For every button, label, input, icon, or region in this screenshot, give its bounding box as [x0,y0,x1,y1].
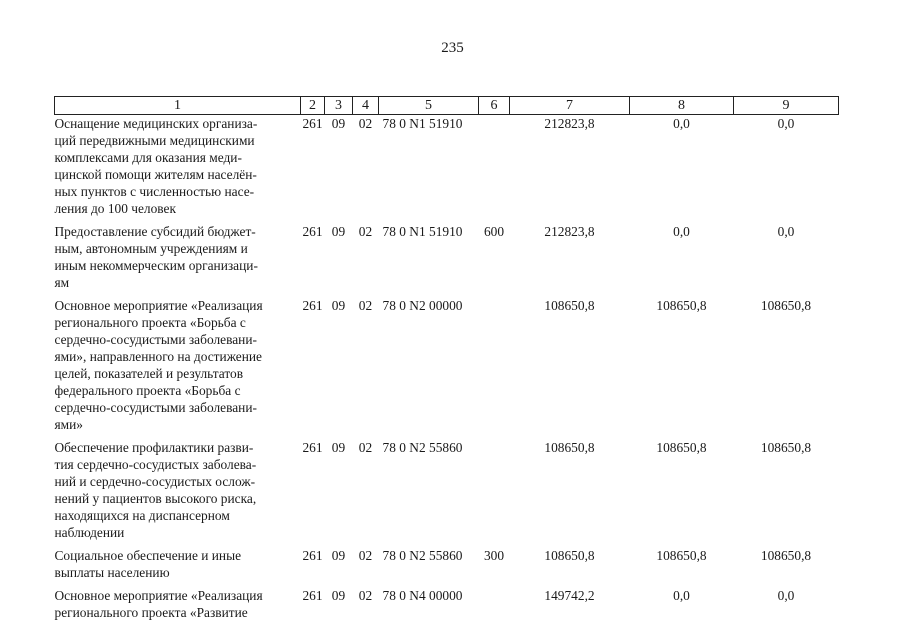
description-line: ным, автономным учреждениям и [54,241,248,256]
col-section: 09 [331,588,346,603]
description-line: Оснащение медицинских организа- [54,116,258,131]
description-line: целей, показателей и результатов [54,366,244,381]
table-row [55,547,839,587]
description-line: ям [54,275,70,290]
col-section: 09 [331,224,346,239]
description-line: комплексами для оказания меди- [54,150,242,165]
col-amount-3: 0,0 [777,116,795,131]
col-section: 09 [331,298,346,313]
col-amount-1: 108650,8 [544,548,595,563]
col-subsection: 02 [358,116,373,131]
header-col-5: 5 [379,97,479,115]
table-row [55,223,839,297]
col-amount-3: 108650,8 [760,440,812,455]
description-line: сердечно-сосудистыми заболевани- [54,332,257,347]
description-line: Обеспечение профилактики разви- [54,440,254,455]
page-number: 235 [441,40,464,56]
col-admin-code: 261 [302,224,323,239]
col-admin-code: 261 [302,588,323,603]
col-section: 09 [331,440,346,455]
col-amount-1: 212823,8 [544,116,595,131]
description-line: регионального проекта «Борьба с [54,315,246,330]
description-line: Основное мероприятие «Реализация [54,298,263,313]
description-line: находящихся на диспансерном [54,508,230,523]
col-expense-type [479,439,510,547]
description-line: федерального проекта «Борьба с [54,383,241,398]
col-subsection: 02 [358,588,373,603]
col-amount-1: 108650,8 [544,298,595,313]
col-section: 09 [331,116,346,131]
description-line: ями», направленного на достижение [54,349,262,364]
description-line: тия сердечно-сосудистых заболева- [54,457,257,472]
col-amount-1: 212823,8 [544,224,595,239]
col-amount-1: 108650,8 [544,440,595,455]
col-expense-type: 300 [483,548,505,563]
description-line: ями» [54,417,83,432]
description-line: ций передвижными медицинскими [54,133,255,148]
row-description [55,223,301,297]
col-target-article: 78 0 N2 00000 [382,298,463,313]
description-line: Предоставление субсидий бюджет- [54,224,256,239]
description-line: ления до 100 человек [54,201,177,216]
col-target-article: 78 0 N2 55860 [382,440,463,455]
header-col-3: 3 [325,97,353,115]
col-amount-2: 0,0 [673,224,690,239]
description-line: нений у пациентов высокого риска, [54,491,257,506]
row-description [55,115,301,224]
header-col-4: 4 [353,97,379,115]
description-line: иным некоммерческим организаци- [54,258,258,273]
row-description [55,297,301,439]
col-admin-code: 261 [302,116,323,131]
budget-table-container [54,96,838,627]
col-target-article: 78 0 N4 00000 [382,588,463,603]
row-description [55,587,301,627]
col-amount-3: 0,0 [777,224,795,239]
col-amount-2: 108650,8 [656,298,707,313]
description-line: ных пунктов с численностью насе- [54,184,255,199]
header-col-6: 6 [479,97,510,115]
row-description [55,547,301,587]
col-admin-code: 261 [302,298,323,313]
col-amount-2: 108650,8 [656,548,707,563]
col-subsection: 02 [358,224,373,239]
description-line: Основное мероприятие «Реализация [54,588,263,603]
description-line: цинской помощи жителям населён- [54,167,257,182]
header-col-1: 1 [55,97,301,115]
col-subsection: 02 [358,548,373,563]
header-col-9: 9 [734,97,839,115]
col-amount-2: 0,0 [673,116,690,131]
col-admin-code: 261 [302,440,323,455]
description-line: регионального проекта «Развитие [54,605,248,620]
table-row [55,587,839,627]
col-amount-3: 0,0 [777,588,795,603]
col-section: 09 [331,548,346,563]
row-description [55,439,301,547]
col-amount-3: 108650,8 [760,548,812,563]
col-amount-3: 108650,8 [760,298,812,313]
col-subsection: 02 [358,440,373,455]
table-body [55,115,839,628]
col-expense-type [479,587,510,627]
description-line: ний и сердечно-сосудистых ослож- [54,474,256,489]
col-subsection: 02 [358,298,373,313]
description-line: Социальное обеспечение и иные [54,548,242,563]
col-expense-type: 600 [483,224,505,239]
col-expense-type [479,297,510,439]
col-amount-2: 0,0 [673,588,690,603]
table-row [55,115,839,224]
col-admin-code: 261 [302,548,323,563]
table-row [55,439,839,547]
budget-table [54,96,839,627]
description-line: сердечно-сосудистыми заболевани- [54,400,257,415]
col-expense-type [479,115,510,224]
col-amount-2: 108650,8 [656,440,707,455]
col-target-article: 78 0 N2 55860 [382,548,463,563]
header-col-2: 2 [301,97,325,115]
col-target-article: 78 0 N1 51910 [382,116,463,131]
description-line: выплаты населению [54,565,170,580]
header-row [55,97,839,115]
col-target-article: 78 0 N1 51910 [382,224,463,239]
col-amount-1: 149742,2 [544,588,595,603]
header-col-8: 8 [630,97,734,115]
table-row [55,297,839,439]
header-col-7: 7 [510,97,630,115]
description-line: наблюдении [54,525,125,540]
